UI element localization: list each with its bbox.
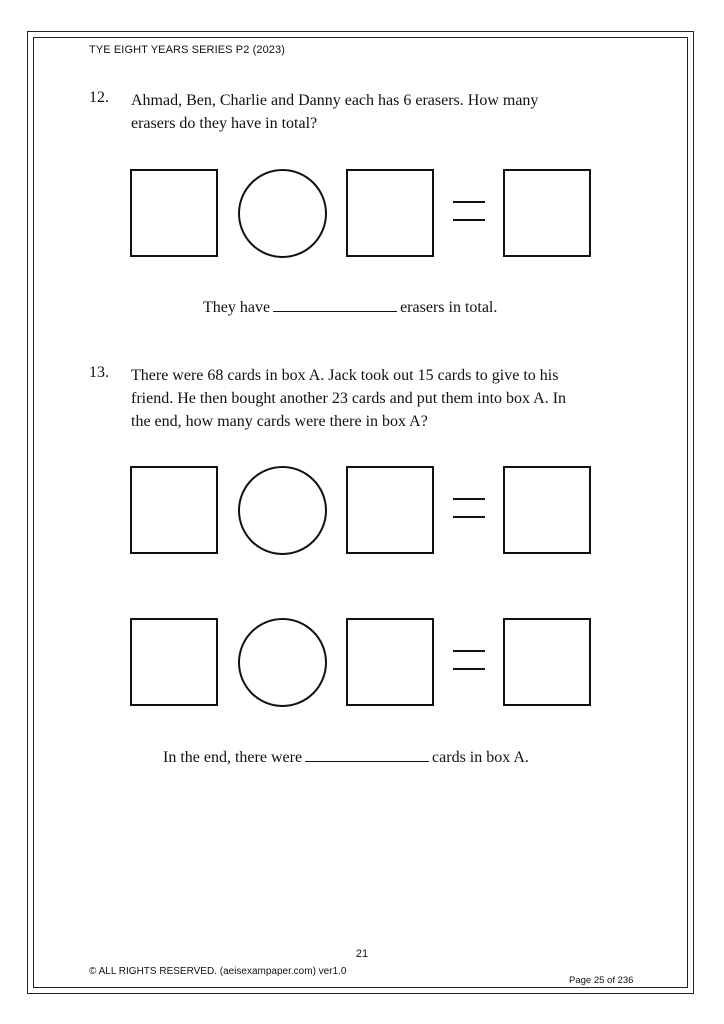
answer-box-operand-2[interactable] [346, 466, 434, 554]
answer-circle-operator[interactable] [238, 618, 327, 707]
page-number: 21 [355, 948, 369, 960]
question-12-text [131, 89, 651, 135]
question-13-equation-2 [130, 618, 602, 708]
answer-suffix: erasers in total. [400, 299, 498, 316]
question-12-equation [130, 169, 602, 259]
question-13-number: 13. [89, 364, 109, 381]
equals-sign [453, 498, 485, 520]
equals-sign [453, 650, 485, 672]
copyright-notice: © ALL RIGHTS RESERVED. (aeisexampaper.com) ver1.0 [89, 966, 347, 977]
answer-box-operand-2[interactable] [346, 618, 434, 706]
series-header: TYE EIGHT YEARS SERIES P2 (2023) [89, 44, 285, 56]
question-12-number: 12. [89, 89, 109, 106]
question-13-line-3: the end, how many cards were there in box A? [131, 413, 428, 430]
question-13-answer-sentence [163, 747, 529, 767]
question-12-line-2: erasers do they have in total? [131, 115, 318, 132]
answer-box-operand-1[interactable] [130, 618, 218, 706]
page-of-total: Page 25 of 236 [569, 975, 634, 986]
answer-box-operand-1[interactable] [130, 169, 218, 257]
answer-box-operand-1[interactable] [130, 466, 218, 554]
question-13-line-2: friend. He then bought another 23 cards and put them into box A. In [131, 390, 567, 407]
answer-circle-operator[interactable] [238, 169, 327, 258]
answer-blank[interactable] [273, 297, 397, 312]
answer-box-result[interactable] [503, 169, 591, 257]
answer-blank[interactable] [305, 747, 429, 762]
question-13-text [131, 364, 651, 433]
answer-box-result[interactable] [503, 618, 591, 706]
answer-box-result[interactable] [503, 466, 591, 554]
answer-circle-operator[interactable] [238, 466, 327, 555]
answer-prefix: In the end, there were [163, 749, 303, 766]
answer-suffix: cards in box A. [432, 749, 529, 766]
question-13-equation-1 [130, 466, 602, 556]
question-13-line-1: There were 68 cards in box A. Jack took out 15 cards to give to his [131, 367, 559, 384]
question-12-line-1: Ahmad, Ben, Charlie and Danny each has 6 erasers. How many [131, 92, 539, 109]
question-12-answer-sentence [203, 297, 497, 317]
equals-sign [453, 201, 485, 223]
answer-box-operand-2[interactable] [346, 169, 434, 257]
answer-prefix: They have [203, 299, 271, 316]
